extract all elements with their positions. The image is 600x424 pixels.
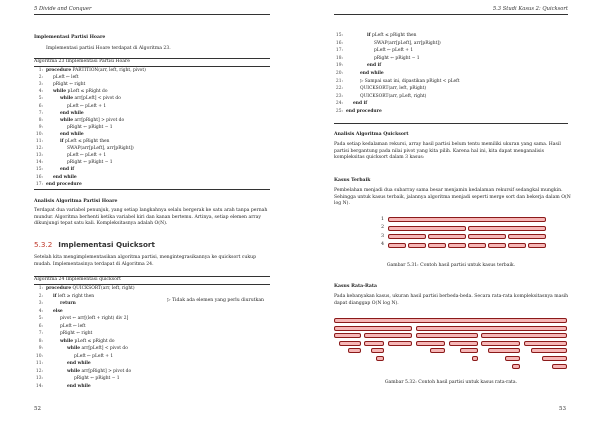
partition-block (371, 348, 384, 353)
level-label: 2 (380, 225, 384, 231)
partition-block (348, 348, 361, 353)
line-number: 1: (38, 68, 43, 73)
partition-block (481, 341, 519, 346)
code-text: end if (60, 167, 75, 173)
right-page (300, 0, 600, 424)
analysis-hoare-text: Terdapat dua variabel penunjuk, yang setiap langkahnya selalu bergerak ke satu arah tanpa pernah mundur. Algoritma berhenti ketika variabel kiri dan kanan bertemu. Artinya, setiap elemen array dikunjungi tepat satu kali. Kompleksitasnya adalah O(N). (34, 208, 268, 227)
partition-block (334, 326, 412, 331)
line-number: 2: (38, 75, 43, 81)
partition-block (508, 234, 546, 239)
code-line (334, 71, 384, 77)
line-number: 23: (335, 93, 343, 99)
partition-block (364, 333, 412, 338)
code-line (334, 33, 416, 39)
line-number: 15: (35, 167, 43, 173)
partition-block (416, 341, 445, 346)
line-number: 14: (35, 160, 43, 166)
code-text: pRight ← pRight − 1 (74, 376, 120, 381)
line-number: 15: (335, 33, 343, 38)
line-number: 17: (335, 48, 343, 54)
partition-block (468, 234, 506, 239)
code-line (34, 96, 121, 102)
code-text: while arr[pRight] > pivot do (67, 368, 132, 374)
code-line (34, 111, 84, 117)
code-line (34, 118, 124, 124)
code-text: else (53, 308, 63, 314)
analysis-quicksort-text: Pada setiap kedalaman rekursi, array hasil partisi belum tentu memiliki ukuran yang sama. Hasil partisi bergantung pada nilai pivot yang kita pilih. Karena hal ini, kita dapat menganalisis kompleksitas quicksort dalam 3 kasus: (334, 142, 561, 161)
partition-block (449, 341, 478, 346)
code-line (34, 89, 107, 95)
code-text: end if (367, 63, 382, 69)
code-line (34, 376, 120, 382)
code-line (34, 384, 91, 390)
line-number: 24: (335, 101, 343, 107)
average-case-text: Pada kebanyakan kasus, ukuran hasil partisi berbeda-beda. Secara rata-rata kompleksitasnya masih dapat dianggap O(N log N). (334, 294, 569, 306)
code-line (34, 339, 114, 345)
code-text: if pLeft ≤ pRight then (367, 33, 417, 38)
code-text: SWAP(arr[pLeft], arr[pRight]) (374, 40, 441, 46)
header-rule-right (334, 14, 568, 15)
code-line (334, 56, 420, 62)
level-label: 1 (380, 216, 384, 222)
code-text: QUICKSORT(arr, pLeft, right) (360, 93, 427, 99)
code-text: while arr[pRight] > pivot do (60, 117, 125, 123)
impl-intro-text: Implementasi partisi Hoare terdapat di Algoritma 23. (46, 46, 171, 51)
line-number: 10: (35, 131, 43, 137)
partition-block (488, 348, 519, 353)
code-text: pRight ← right (53, 82, 86, 88)
code-line (34, 294, 94, 300)
code-text: while arr[pLeft] < pivot do (67, 346, 128, 351)
line-number: 6: (38, 103, 43, 109)
partition-block (376, 356, 384, 361)
partition-block (428, 243, 446, 248)
code-text: while pLeft ≤ pRight do (53, 89, 108, 95)
code-line (34, 316, 128, 322)
partition-block (512, 364, 520, 369)
code-text: ▷ Sampai saat ini, dipastikan pRight < pLeft (360, 78, 460, 84)
level-label: 3 (380, 233, 384, 239)
partition-block (388, 341, 412, 346)
heading-best-case: Kasus Terbaik (334, 178, 371, 183)
line-number: 25: (335, 109, 343, 114)
code-line (34, 68, 146, 74)
code-line (334, 48, 413, 54)
line-number: 21: (335, 78, 343, 84)
line-number: 16: (35, 174, 43, 180)
code-text: SWAP(arr[pLeft], arr[pRight]) (67, 146, 134, 152)
code-text: end while (53, 174, 77, 180)
code-line (34, 354, 113, 360)
partition-block (531, 348, 567, 353)
code-line (34, 309, 63, 315)
partition-block (508, 243, 526, 248)
code-text: pLeft ← pLeft + 1 (74, 353, 114, 359)
line-number: 19: (335, 63, 343, 69)
code-line (34, 324, 86, 330)
level-label: 4 (380, 242, 384, 248)
line-number: 1: (38, 286, 43, 291)
fig31-caption: Gambar 5.31: Contoh hasil partisi untuk kasus terbaik. (386, 263, 516, 268)
section-heading (34, 240, 155, 249)
partition-block (408, 243, 426, 248)
code-text: pLeft ← pLeft + 1 (67, 153, 107, 159)
partition-block (488, 243, 506, 248)
code-text: procedure QUICKSORT(arr, left, right) (46, 286, 135, 291)
page-number-left: 52 (34, 406, 41, 412)
line-number: 13: (35, 376, 43, 381)
heading-impl-hoare: Implementasi Partisi Hoare (34, 35, 106, 40)
line-number: 9: (38, 124, 43, 130)
partition-block (388, 234, 426, 239)
alg24-comment: ▷ Tidak ada elemen yang perlu diurutkan (167, 298, 265, 303)
code-line (334, 86, 426, 92)
code-text: pRight ← right (60, 331, 93, 336)
alg24-bottom-rule (334, 123, 568, 124)
line-number: 12: (35, 368, 43, 374)
fig32-caption: Gambar 5.32: Contoh hasil partisi untuk kasus rata-rata. (384, 380, 518, 385)
partition-block (505, 356, 520, 361)
heading-analysis-hoare: Analisis Algoritma Partisi Hoare (34, 199, 118, 204)
line-number: 13: (35, 153, 43, 159)
code-text: if pLeft ≤ pRight then (60, 139, 110, 144)
code-text: pLeft ← pLeft + 1 (374, 48, 414, 54)
code-line (34, 286, 135, 292)
code-text: pRight ← pRight − 1 (67, 124, 113, 130)
line-number: 14: (35, 383, 43, 389)
code-line (334, 94, 426, 100)
heading-average-case: Kasus Rata-Rata (334, 284, 377, 289)
code-text: pRight ← pRight − 1 (374, 55, 420, 61)
partition-block (528, 243, 546, 248)
code-text: pRight ← pRight − 1 (67, 160, 113, 166)
code-line (334, 63, 381, 69)
line-number: 17: (35, 181, 43, 187)
code-text: end while (67, 383, 91, 389)
code-line (34, 146, 134, 152)
running-head-left: 5 Divide and Conquer (34, 6, 92, 12)
line-number: 11: (35, 139, 43, 144)
partition-block (334, 318, 567, 323)
code-line (34, 175, 77, 181)
heading-analysis-quicksort: Analisis Algoritma Quicksort (334, 132, 409, 137)
partition-block (416, 326, 567, 331)
line-number: 10: (35, 353, 43, 359)
best-case-text: Pembelahan menjadi dua subarray sama besar menjamin kedalaman rekursif sedangkal mungkin. Sehingga untuk kasus terbaik, jalannya algoritma menjadi seperti merge sort dan bekerja dalam O(N log N). (334, 188, 571, 207)
alg24-mid-rule (34, 284, 270, 285)
line-number: 5: (38, 96, 43, 102)
code-line (334, 79, 460, 85)
alg24-title: Algoritma 24 Implementasi quicksort (34, 277, 121, 282)
code-text: pLeft ← pLeft + 1 (67, 103, 107, 109)
code-line (34, 82, 85, 88)
line-number: 6: (38, 323, 43, 329)
code-line (34, 75, 79, 81)
partition-block (364, 341, 384, 346)
code-text: end procedure (46, 181, 82, 187)
partition-block (542, 356, 566, 361)
code-line (34, 331, 92, 337)
line-number: 20: (335, 71, 343, 76)
code-text: pLeft ← left (53, 75, 79, 81)
line-number: 16: (335, 40, 343, 46)
partition-block (388, 243, 406, 248)
code-line (34, 132, 84, 138)
partition-block (388, 226, 466, 231)
section-number: 5.3.2 (34, 240, 53, 249)
partition-block (552, 364, 567, 369)
code-line (34, 104, 106, 110)
code-line (34, 125, 113, 131)
line-number: 3: (38, 82, 43, 88)
code-line (34, 139, 109, 145)
section-title: Implementasi Quicksort (58, 240, 155, 249)
code-text: pLeft ← left (60, 323, 86, 329)
code-line (34, 182, 82, 188)
code-line (34, 369, 131, 375)
partition-block (524, 341, 567, 346)
code-text: pivot ← arr[(left + right) div 2] (60, 316, 129, 321)
partition-block (430, 348, 445, 353)
line-number: 4: (38, 308, 43, 314)
code-text: QUICKSORT(arr, left, pRight) (360, 86, 427, 92)
line-number: 2: (38, 293, 43, 299)
line-number: 9: (38, 346, 43, 351)
section-text: Setelah kita mengimplementasikan algoritma partisi, mengintegrasikannya ke quicksort cukup mudah. Implementasinya terdapat di Algoritma 24. (34, 255, 257, 267)
code-line (34, 346, 128, 352)
partition-block (460, 348, 477, 353)
code-text: end while (60, 110, 84, 116)
code-line (34, 153, 106, 159)
partition-block (334, 333, 361, 338)
partition-block (472, 356, 478, 361)
page-number-right: 53 (559, 406, 566, 412)
code-text: end procedure (346, 109, 382, 114)
code-line (334, 41, 441, 47)
alg23-title: Algoritma 23 Implementasi Partisi Hoare (34, 59, 130, 64)
alg23-bottom-rule (34, 189, 270, 190)
line-number: 8: (38, 338, 43, 344)
code-text: end while (60, 131, 84, 137)
code-text: return (60, 301, 76, 306)
line-number: 4: (38, 89, 43, 95)
code-line (34, 301, 76, 307)
code-text: end if (353, 101, 368, 107)
line-number: 3: (38, 301, 43, 306)
line-number: 7: (38, 110, 43, 116)
line-number: 7: (38, 331, 43, 336)
code-text: while pLeft ≤ pRight do (60, 338, 115, 344)
code-text: end while (360, 71, 384, 76)
partition-block (468, 226, 546, 231)
partition-block (481, 333, 566, 338)
line-number: 8: (38, 117, 43, 123)
code-line (34, 361, 91, 367)
partition-block (428, 234, 466, 239)
partition-block (448, 243, 466, 248)
partition-block (416, 333, 478, 338)
code-line (34, 160, 113, 166)
line-number: 22: (335, 86, 343, 92)
code-line (334, 101, 367, 107)
partition-block (388, 217, 546, 222)
code-text: end while (67, 361, 91, 366)
alg23-mid-rule (34, 66, 270, 67)
code-text: while arr[pLeft] < pivot do (60, 96, 121, 102)
running-head-right: 5.3 Studi Kasus 2: Quicksort (492, 6, 568, 12)
code-line (34, 167, 74, 173)
code-text: procedure PARTITION(arr, left, right, pivot) (46, 68, 146, 73)
line-number: 18: (335, 55, 343, 61)
partition-block (339, 341, 361, 346)
header-rule (34, 14, 270, 15)
line-number: 11: (35, 361, 43, 366)
partition-block (468, 243, 486, 248)
line-number: 12: (35, 146, 43, 152)
code-text: if left ≥ right then (53, 293, 95, 299)
code-line (334, 109, 382, 115)
line-number: 5: (38, 316, 43, 321)
